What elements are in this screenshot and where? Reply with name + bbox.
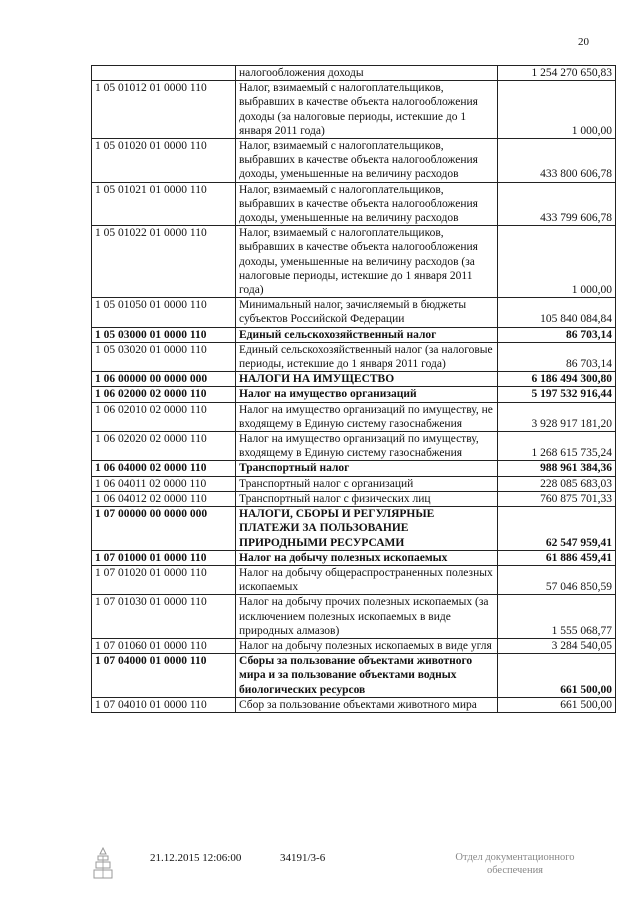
row-amount: 1 000,00 — [498, 226, 616, 298]
table-row — [92, 550, 616, 565]
row-code: 1 07 01060 01 0000 110 — [92, 638, 236, 653]
row-code: 1 07 01030 01 0000 110 — [92, 595, 236, 639]
row-code: 1 05 01021 01 0000 110 — [92, 182, 236, 226]
row-code: 1 06 02000 02 0000 110 — [92, 387, 236, 402]
row-code: 1 05 01022 01 0000 110 — [92, 226, 236, 298]
row-amount: 3 284 540,05 — [498, 638, 616, 653]
row-name: Сбор за пользование объектами животного мира — [236, 697, 498, 712]
row-code: 1 06 04012 02 0000 110 — [92, 491, 236, 506]
row-amount: 760 875 701,33 — [498, 491, 616, 506]
table-row — [92, 298, 616, 327]
row-name: Единый сельскохозяйственный налог (за налоговые периоды, истекшие до 1 января 2011 года) — [236, 342, 498, 371]
table-row — [92, 182, 616, 226]
table-row — [92, 402, 616, 431]
row-amount: 433 799 606,78 — [498, 182, 616, 226]
row-code — [92, 66, 236, 81]
row-code: 1 05 03020 01 0000 110 — [92, 342, 236, 371]
footer-timestamp: 21.12.2015 12:06:00 — [150, 852, 242, 864]
table-row — [92, 565, 616, 594]
row-name: НАЛОГИ НА ИМУЩЕСТВО — [236, 372, 498, 387]
row-amount: 62 547 959,41 — [498, 507, 616, 551]
row-amount: 57 046 850,59 — [498, 565, 616, 594]
row-name: Налог, взимаемый с налогоплательщиков, выбравших в качестве объекта налогообложения доходы, уменьшенные на величину расходов (за налоговые периоды, истекшие до 1 января 2011 года) — [236, 226, 498, 298]
table-row — [92, 66, 616, 81]
table-row — [92, 139, 616, 183]
row-code: 1 06 04000 02 0000 110 — [92, 461, 236, 476]
row-amount: 105 840 084,84 — [498, 298, 616, 327]
row-code: 1 07 01000 01 0000 110 — [92, 550, 236, 565]
row-code: 1 06 02020 02 0000 110 — [92, 432, 236, 461]
footer-doc-number: 34191/3-6 — [280, 852, 326, 864]
row-name: НАЛОГИ, СБОРЫ И РЕГУЛЯРНЫЕ ПЛАТЕЖИ ЗА ПОЛЬЗОВАНИЕ ПРИРОДНЫМИ РЕСУРСАМИ — [236, 507, 498, 551]
row-amount: 6 186 494 300,80 — [498, 372, 616, 387]
row-amount: 661 500,00 — [498, 654, 616, 698]
row-name: Налог на имущество организаций — [236, 387, 498, 402]
row-amount: 1 000,00 — [498, 81, 616, 139]
row-amount: 3 928 917 181,20 — [498, 402, 616, 431]
budget-revenue-table — [91, 65, 616, 713]
table-row — [92, 476, 616, 491]
row-code: 1 07 00000 00 0000 000 — [92, 507, 236, 551]
table-row — [92, 327, 616, 342]
row-name: Налог на имущество организаций по имуществу, не входящему в Единую систему газоснабжения — [236, 402, 498, 431]
row-name: Налог на добычу полезных ископаемых — [236, 550, 498, 565]
row-code: 1 05 01050 01 0000 110 — [92, 298, 236, 327]
table-row — [92, 697, 616, 712]
table-row — [92, 638, 616, 653]
table-row — [92, 387, 616, 402]
stamp-line-2: обеспечения — [486, 865, 544, 876]
row-code: 1 05 01012 01 0000 110 — [92, 81, 236, 139]
row-code: 1 07 01020 01 0000 110 — [92, 565, 236, 594]
table-row — [92, 654, 616, 698]
row-name: Транспортный налог с физических лиц — [236, 491, 498, 506]
row-code: 1 05 03000 01 0000 110 — [92, 327, 236, 342]
table-row — [92, 432, 616, 461]
row-code: 1 06 00000 00 0000 000 — [92, 372, 236, 387]
row-code: 1 07 04000 01 0000 110 — [92, 654, 236, 698]
table-row — [92, 372, 616, 387]
row-code: 1 06 02010 02 0000 110 — [92, 402, 236, 431]
row-name: Единый сельскохозяйственный налог — [236, 327, 498, 342]
row-amount: 86 703,14 — [498, 342, 616, 371]
table-row — [92, 507, 616, 551]
emblem-logo — [92, 846, 114, 880]
row-amount: 1 268 615 735,24 — [498, 432, 616, 461]
row-amount: 1 555 068,77 — [498, 595, 616, 639]
row-name: Сборы за пользование объектами животного мира и за пользование объектами водных биологических ресурсов — [236, 654, 498, 698]
row-amount: 1 254 270 650,83 — [498, 66, 616, 81]
row-code: 1 06 04011 02 0000 110 — [92, 476, 236, 491]
row-name: Налог, взимаемый с налогоплательщиков, выбравших в качестве объекта налогообложения доходы, уменьшенные на величину расходов — [236, 182, 498, 226]
row-amount: 5 197 532 916,44 — [498, 387, 616, 402]
row-amount: 86 703,14 — [498, 327, 616, 342]
row-amount: 988 961 384,36 — [498, 461, 616, 476]
row-name: налогообложения доходы — [236, 66, 498, 81]
row-name: Минимальный налог, зачисляемый в бюджеты субъектов Российской Федерации — [236, 298, 498, 327]
row-name: Налог на добычу полезных ископаемых в виде угля — [236, 638, 498, 653]
table-row — [92, 461, 616, 476]
row-amount: 433 800 606,78 — [498, 139, 616, 183]
table-row — [92, 81, 616, 139]
table-row — [92, 491, 616, 506]
row-name: Транспортный налог с организаций — [236, 476, 498, 491]
stamp-line-1: Отдел документационного — [455, 852, 575, 863]
row-name: Налог на имущество организаций по имуществу, входящему в Единую систему газоснабжения — [236, 432, 498, 461]
row-amount: 61 886 459,41 — [498, 550, 616, 565]
table-row — [92, 342, 616, 371]
table-row — [92, 595, 616, 639]
page-number: 20 — [578, 36, 589, 48]
row-name: Налог, взимаемый с налогоплательщиков, выбравших в качестве объекта налогообложения доходы, уменьшенные на величину расходов — [236, 139, 498, 183]
row-name: Налог на добычу общераспространенных полезных ископаемых — [236, 565, 498, 594]
row-code: 1 07 04010 01 0000 110 — [92, 697, 236, 712]
row-name: Налог, взимаемый с налогоплательщиков, выбравших в качестве объекта налогообложения доходы (за налоговые периоды, истекшие до 1 января 2011 года) — [236, 81, 498, 139]
row-name: Транспортный налог — [236, 461, 498, 476]
row-code: 1 05 01020 01 0000 110 — [92, 139, 236, 183]
table-row — [92, 226, 616, 298]
department-stamp — [445, 851, 585, 877]
row-amount: 228 085 683,03 — [498, 476, 616, 491]
row-name: Налог на добычу прочих полезных ископаемых (за исключением полезных ископаемых в виде природных алмазов) — [236, 595, 498, 639]
row-amount: 661 500,00 — [498, 697, 616, 712]
